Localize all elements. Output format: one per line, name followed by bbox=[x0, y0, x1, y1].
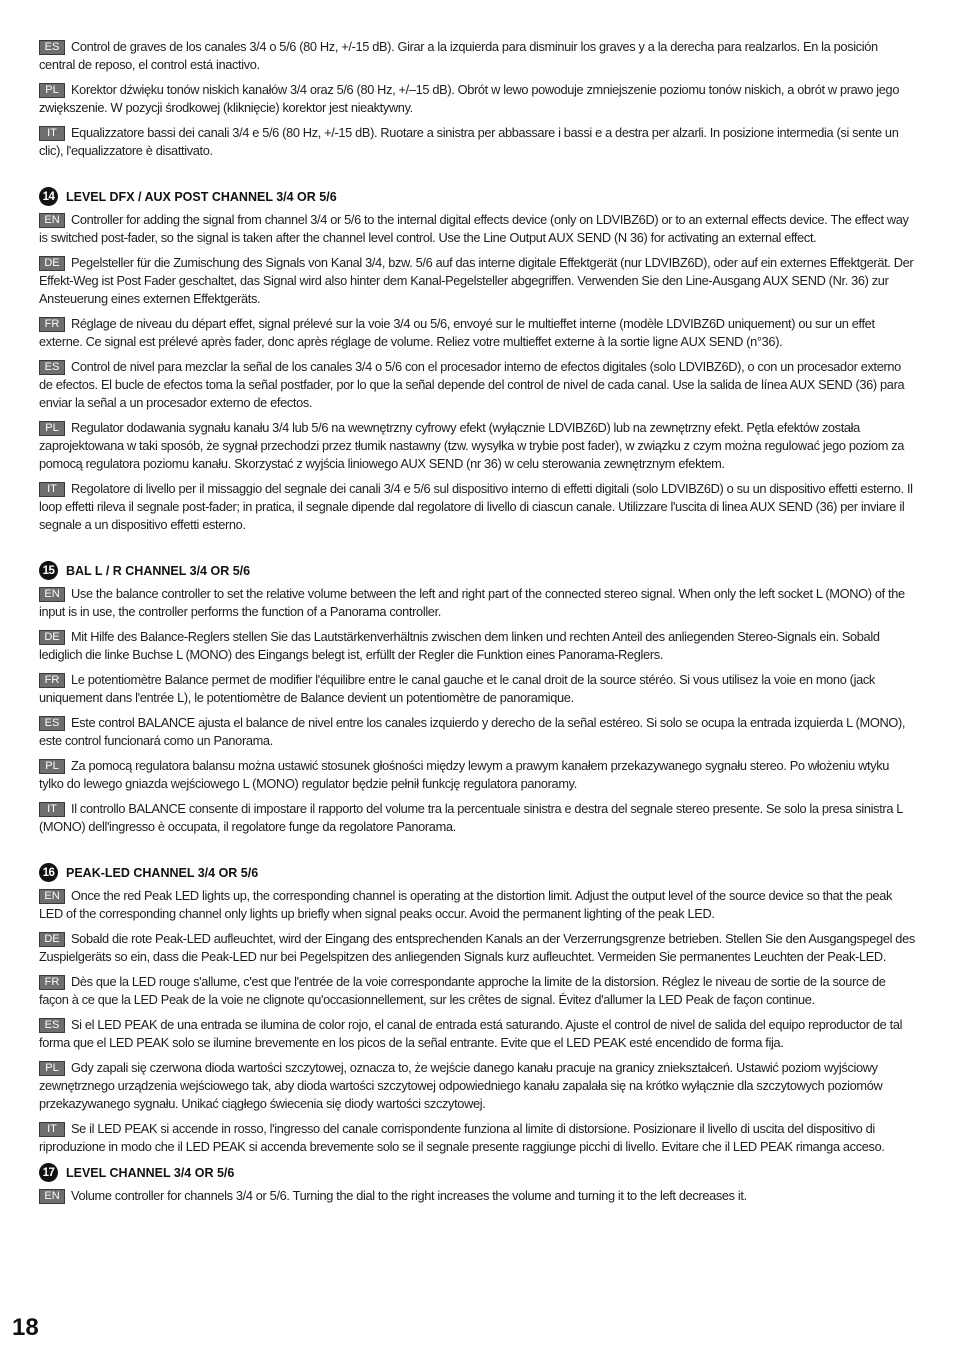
paragraph-es bbox=[39, 1016, 916, 1052]
paragraph-text: Réglage de niveau du départ effet, signal prélevé sur la voie 3/4 ou 5/6, envoyé sur le multieffet interne (modèle LDVIBZ6D uniquement) ou sur un effet externe. Ce signal est prélevé après fader, donc après réglage de volume. Reliez votre multieffet externe à la sortie ligne AUX SEND (n°36). bbox=[39, 316, 875, 349]
language-tag: IT bbox=[39, 802, 65, 817]
paragraph-text: Gdy zapali się czerwona dioda wartości szczytowej, oznacza to, że wejście danego kanału pracuje na granicy zniekształceń. Ustawić poziom wyjściowy zewnętrznego urządzenia wejściowego tak, aby dioda wartości szczytowej odpowiedniego kanału zapalała się na krótko wyłącznie dla szczytowych poziomów przekazywanego sygnału. Unikać ciągłego świecenia się diody wartości szczytowej. bbox=[39, 1060, 883, 1111]
paragraph-text: Control de nivel para mezclar la señal de los canales 3/4 o 5/6 con el procesador interno de efectos digitales (solo LDVIBZ6D), o con un procesador externo de efectos. El bucle de efectos toma la señal postfader, por lo que la señal depende del control de nivel de cada canal. Use la salida de línea AUX SEND (36) para enviar la señal a un procesador externo de efectos. bbox=[39, 359, 905, 410]
section bbox=[39, 167, 916, 534]
paragraph-fr bbox=[39, 671, 916, 707]
section-title: BAL L / R CHANNEL 3/4 OR 5/6 bbox=[66, 563, 251, 578]
paragraph-pl bbox=[39, 419, 916, 473]
paragraph-it bbox=[39, 124, 916, 160]
paragraph-de bbox=[39, 628, 916, 664]
section-number-badge: 16 bbox=[39, 863, 58, 882]
page-number: 18 bbox=[12, 1314, 39, 1341]
section bbox=[39, 1163, 916, 1205]
section bbox=[39, 843, 916, 1156]
section-title: LEVEL DFX / AUX POST CHANNEL 3/4 OR 5/6 bbox=[66, 189, 337, 204]
paragraph-text: Le potentiomètre Balance permet de modifier l'équilibre entre le canal gauche et le canal droit de la source stéréo. Si vous utilisez la voie en mono (jack uniquement dans l'entrée L), le potentiomètre de Balance devient un potentiomètre de panoramique. bbox=[39, 672, 875, 705]
paragraph-pl bbox=[39, 1059, 916, 1113]
paragraph-pl bbox=[39, 81, 916, 117]
section-spacer bbox=[39, 843, 916, 863]
paragraph-text: Se il LED PEAK si accende in rosso, l'ingresso del canale corrispondente funziona al limite di distorsione. Posizionare il livello di uscita del dispositivo di riproduzione in modo che il LED PEAK si accenda brevemente solo se il segnale presente raggiunge picchi di livello. Evitare che il LED PEAK rimanga acceso. bbox=[39, 1121, 885, 1154]
section-title: PEAK-LED CHANNEL 3/4 OR 5/6 bbox=[66, 865, 259, 880]
paragraph-en bbox=[39, 1187, 916, 1205]
paragraph-en bbox=[39, 585, 916, 621]
section-heading bbox=[39, 187, 916, 206]
paragraph-text: Once the red Peak LED lights up, the corresponding channel is operating at the distortion limit. Adjust the output level of the source device so that the peak LED of the corresponding channel only lights up briefly when signal peaks occur. Avoid the permanent lighting of the peak LED. bbox=[39, 888, 893, 921]
section-heading bbox=[39, 1163, 916, 1182]
paragraph-fr bbox=[39, 973, 916, 1009]
section-heading bbox=[39, 863, 916, 882]
paragraph-fr bbox=[39, 315, 916, 351]
language-tag: PL bbox=[39, 1061, 65, 1076]
language-tag: EN bbox=[39, 889, 65, 904]
paragraph-text: Il controllo BALANCE consente di impostare il rapporto del volume tra la percentuale sinistra e destra del segnale stereo presente. Se solo la presa sinistra L (MONO) dell'ingresso è occupata, il regolatore funge da regolatore Panorama. bbox=[39, 801, 903, 834]
language-tag: DE bbox=[39, 932, 65, 947]
paragraph-text: Este control BALANCE ajusta el balance de nivel entre los canales izquierdo y derecho de la señal estéreo. Si solo se ocupa la entrada izquierda L (MONO), este control funcionará como un Panorama. bbox=[39, 715, 906, 748]
paragraph-text: Control de graves de los canales 3/4 o 5/6 (80 Hz, +/-15 dB). Girar a la izquierda para disminuir los graves y a la derecha para realzarlos. En la posición central de reposo, el control está inactivo. bbox=[39, 39, 878, 72]
paragraph-text: Equalizzatore bassi dei canali 3/4 e 5/6 (80 Hz, +/-15 dB). Ruotare a sinistra per abbassare i bassi e a destra per alzarli. In posizione intermedia (si sente un clic), l'equalizzatore è disattivato. bbox=[39, 125, 899, 158]
paragraph-text: Mit Hilfe des Balance-Reglers stellen Sie das Lautstärkenverhältnis zwischen dem linken und rechten Anteil des anliegenden Stereo-Signals ein. Sobald lediglich die linke Buchse L (MONO) des Eingangs belegt ist, erfüllt der Regler die Funktion eines Panorama-Reglers. bbox=[39, 629, 880, 662]
language-tag: FR bbox=[39, 317, 65, 332]
paragraph-text: Use the balance controller to set the relative volume between the left and right part of the connected stereo signal. When only the left socket L (MONO) of the input is in use, the controller performs the function of a Panorama controller. bbox=[39, 586, 905, 619]
section bbox=[39, 38, 916, 160]
paragraph-de bbox=[39, 930, 916, 966]
language-tag: IT bbox=[39, 126, 65, 141]
section bbox=[39, 541, 916, 836]
page-content bbox=[39, 38, 916, 1212]
language-tag: EN bbox=[39, 587, 65, 602]
paragraph-pl bbox=[39, 757, 916, 793]
paragraph-text: Sobald die rote Peak-LED aufleuchtet, wird der Eingang des entsprechenden Kanals an der Verzerrungsgrenze betrieben. Stellen Sie den Ausgangspegel des Zuspielgeräts so ein, dass die Peak-LED nur bei Pegelspitzen des anliegenden Signals kurz aufleuchtet. Vermeiden Sie permanentes Leuchten der Peak-LED. bbox=[39, 931, 915, 964]
language-tag: EN bbox=[39, 213, 65, 228]
language-tag: ES bbox=[39, 360, 65, 375]
language-tag: DE bbox=[39, 630, 65, 645]
language-tag: FR bbox=[39, 673, 65, 688]
paragraph-es bbox=[39, 714, 916, 750]
paragraph-it bbox=[39, 800, 916, 836]
language-tag: PL bbox=[39, 83, 65, 98]
language-tag: FR bbox=[39, 975, 65, 990]
paragraph-es bbox=[39, 358, 916, 412]
language-tag: IT bbox=[39, 482, 65, 497]
language-tag: ES bbox=[39, 716, 65, 731]
paragraph-de bbox=[39, 254, 916, 308]
language-tag: EN bbox=[39, 1189, 65, 1204]
paragraph-text: Si el LED PEAK de una entrada se ilumina de color rojo, el canal de entrada está saturando. Ajuste el control de nivel de salida del equipo reproductor de tal forma que el LED PEAK solo se ilumine brevemente en los picos de la señal entrante. Evite que el LED PEAK esté encendido de forma fija. bbox=[39, 1017, 903, 1050]
paragraph-text: Za pomocą regulatora balansu można ustawić stosunek głośności między lewym a prawym kanałem przekazywanego sygnału stereo. Po włożeniu wtyku tylko do lewego gniazda wejściowego L (MONO) regulator będzie pełnił funkcję regulatora panoramy. bbox=[39, 758, 890, 791]
paragraph-text: Regulator dodawania sygnału kanału 3/4 lub 5/6 na wewnętrzny cyfrowy efekt (wyłącznie LDVIBZ6D) lub na zewnętrzny efekt. Pętla efektów została zaprojektowana w taki sposób, że sygnał przechodzi przez tłumik nastawny (tzw. wysyłka w trybie post fader), w związku z czym można regulować jego poziom za pomocą regulatora poziomu kanału. Skorzystać z wyjścia liniowego AUX SEND (nr 36) w celu sterowania zewnętrznym efektem. bbox=[39, 420, 905, 471]
paragraph-text: Korektor dźwięku tonów niskich kanałów 3/4 oraz 5/6 (80 Hz, +/–15 dB). Obrót w lewo powoduje zmniejszenie poziomu tonów niskich, a obrót w prawo jego zwiększenie. W pozycji środkowej (kliknięcie) korektor jest nieaktywny. bbox=[39, 82, 900, 115]
section-number-badge: 15 bbox=[39, 561, 58, 580]
paragraph-text: Controller for adding the signal from channel 3/4 or 5/6 to the internal digital effects device (only on LDVIBZ6D) or to an external effects device. The effect way is switched post-fader, so the signal is taken after the channel level control. Use the Line Output AUX SEND (N 36) for activating an external effect. bbox=[39, 212, 909, 245]
paragraph-text: Dès que la LED rouge s'allume, c'est que l'entrée de la voie correspondante approche la limite de la distorsion. Réglez le niveau de sortie de la source de façon à ce que la LED Peak de la voie ne clignote qu'occasionnellement, sur les crêtes de signal. Évitez d'allumer la LED Peak de façon continue. bbox=[39, 974, 886, 1007]
section-spacer bbox=[39, 541, 916, 561]
paragraph-text: Regolatore di livello per il missaggio del segnale dei canali 3/4 e 5/6 sul dispositivo interno di effetti digitali (solo LDVIBZ6D) o su un dispositivo effetti esterno. Il loop effetti rileva il segnale post-fader; in pratica, il segnale dipende dal regolatore di livello di ciascun canale. Utilizzare l'uscita di linea AUX SEND (36) per inviare il segnale a un dispositivo effetti esterno. bbox=[39, 481, 913, 532]
paragraph-text: Volume controller for channels 3/4 or 5/6. Turning the dial to the right increases the volume and turning it to the left decreases it. bbox=[71, 1188, 747, 1203]
section-heading bbox=[39, 561, 916, 580]
paragraph-text: Pegelsteller für die Zumischung des Signals von Kanal 3/4, bzw. 5/6 auf das interne digitale Effektgerät (nur LDVIBZ6D), oder auf ein externes Effektgerät. Der Effekt-Weg ist Post Fader geschaltet, das Signal wird also hinter dem Kanal-Pegelsteller abgegriffen. Verwenden Sie den Line-Ausgang AUX SEND (Nr. 36) zur Ansteuerung eines externen Effektgeräts. bbox=[39, 255, 914, 306]
section-number-badge: 17 bbox=[39, 1163, 58, 1182]
paragraph-it bbox=[39, 480, 916, 534]
section-number-badge: 14 bbox=[39, 187, 58, 206]
paragraph-en bbox=[39, 211, 916, 247]
section-title: LEVEL CHANNEL 3/4 OR 5/6 bbox=[66, 1165, 235, 1180]
language-tag: DE bbox=[39, 256, 65, 271]
language-tag: ES bbox=[39, 40, 65, 55]
language-tag: PL bbox=[39, 421, 65, 436]
language-tag: IT bbox=[39, 1122, 65, 1137]
language-tag: ES bbox=[39, 1018, 65, 1033]
section-spacer bbox=[39, 167, 916, 187]
paragraph-es bbox=[39, 38, 916, 74]
paragraph-it bbox=[39, 1120, 916, 1156]
paragraph-en bbox=[39, 887, 916, 923]
language-tag: PL bbox=[39, 759, 65, 774]
